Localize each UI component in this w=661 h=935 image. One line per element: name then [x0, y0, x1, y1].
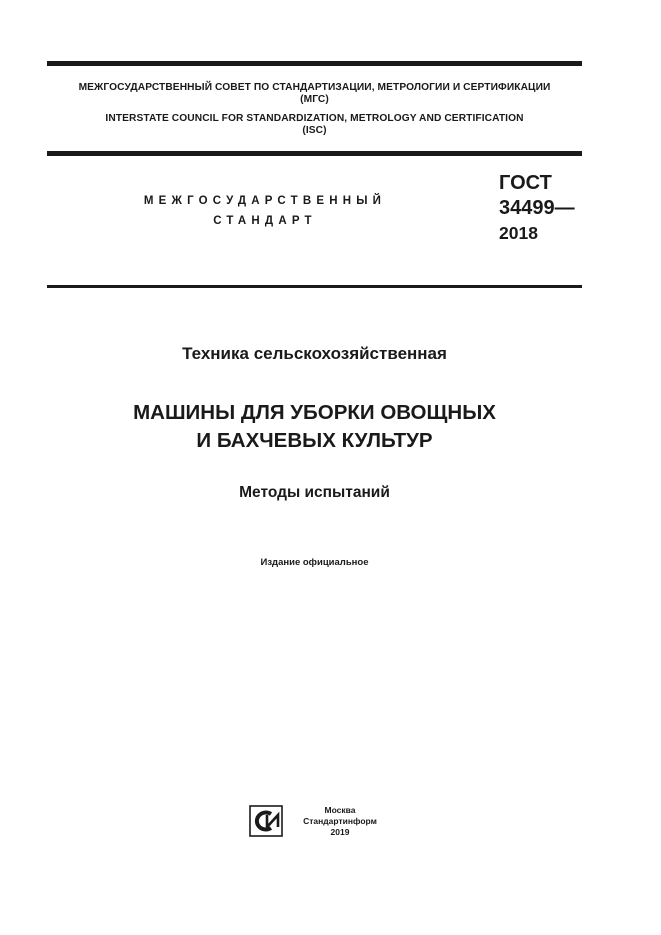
middle-rule — [47, 151, 582, 156]
publisher-block — [300, 805, 380, 838]
council-name-ru-text: МЕЖГОСУДАРСТВЕННЫЙ СОВЕТ ПО СТАНДАРТИЗАЦИИ, МЕТРОЛОГИИ И СЕРТИФИКАЦИИ — [78, 82, 551, 93]
council-name-en — [47, 113, 582, 137]
gost-year: 2018 — [499, 223, 538, 243]
standard-kind — [100, 191, 430, 231]
document-title — [47, 399, 582, 455]
publisher-year: 2019 — [330, 827, 350, 837]
document-title-line2: И БАХЧЕВЫХ КУЛЬТУР — [196, 429, 433, 452]
gost-label: ГОСТ — [499, 172, 552, 194]
publisher-city: Москва — [324, 805, 356, 815]
gost-number: 34499— — [499, 197, 575, 219]
document-methods: Методы испытаний — [239, 484, 390, 501]
publisher-name: Стандартинформ — [303, 816, 377, 826]
top-rule — [47, 61, 582, 66]
council-name-ru — [47, 82, 582, 106]
council-name-en-text: INTERSTATE COUNCIL FOR STANDARDIZATION, METROLOGY AND CERTIFICATION — [105, 113, 524, 124]
standard-kind-line1: МЕЖГОСУДАРСТВЕННЫЙ — [143, 195, 387, 207]
standard-kind-line2: СТАНДАРТ — [213, 215, 317, 227]
gost-designation — [499, 171, 575, 246]
bottom-rule — [47, 285, 582, 288]
document-title-line1: МАШИНЫ ДЛЯ УБОРКИ ОВОЩНЫХ — [133, 401, 496, 424]
council-abbr-ru: (МГС) — [300, 94, 329, 105]
edition-note: Издание официальное — [260, 557, 369, 568]
standartinform-logo-icon — [249, 805, 283, 837]
document-subject: Техника сельскохозяйственная — [182, 344, 447, 363]
council-abbr-en: (ISC) — [302, 125, 327, 136]
